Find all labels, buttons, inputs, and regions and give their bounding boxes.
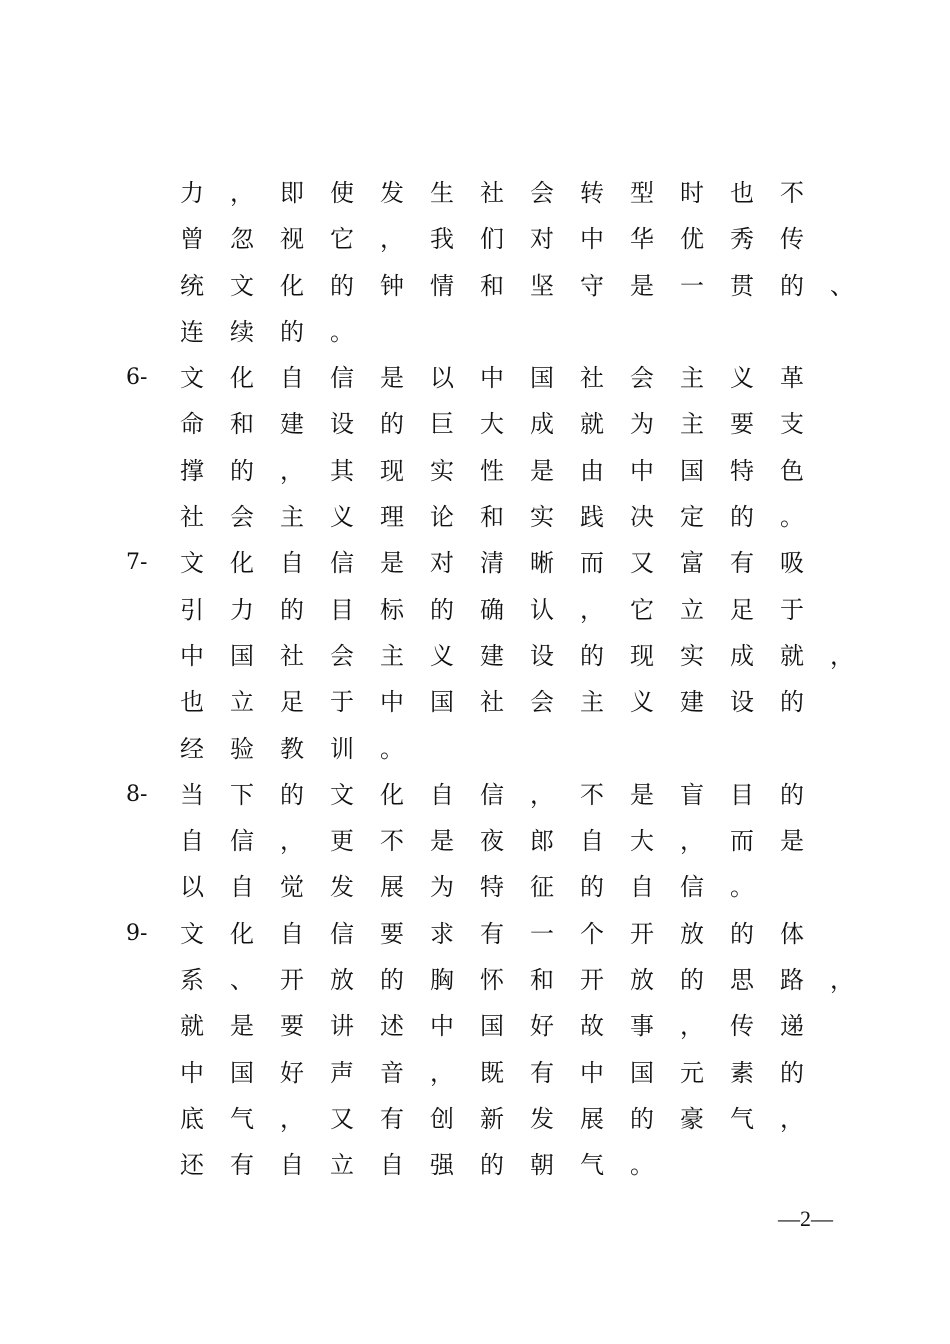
- text-line: [180, 726, 880, 772]
- line-text: 当下的文化自信，不是盲目的: [180, 780, 830, 809]
- line-text: 引力的目标的确认，它立足于: [180, 595, 830, 624]
- text-line: [180, 1003, 880, 1049]
- line-text: 文化自信是以中国社会主义革: [180, 364, 830, 393]
- line-text: 就是要讲述中国好故事，传递: [180, 1012, 830, 1041]
- line-text: 还有自立自强的朝气。: [180, 1151, 680, 1180]
- text-line: [180, 401, 880, 447]
- text-line: [180, 309, 880, 355]
- line-text: 撑的，其现实性是由中国特色: [180, 456, 830, 485]
- line-text: 系、开放的胸怀和开放的思路，: [180, 966, 880, 995]
- text-line: [180, 170, 880, 216]
- text-line: [180, 633, 880, 679]
- item-number: 8-: [126, 781, 148, 807]
- text-line: [126, 911, 880, 957]
- text-line: [180, 1050, 880, 1096]
- line-text: 命和建设的巨大成就为主要支: [180, 410, 830, 439]
- item-number: 6-: [126, 365, 148, 391]
- line-text: 底气，又有创新发展的豪气，: [180, 1104, 830, 1133]
- text-line: [180, 1096, 880, 1142]
- line-text: 以自觉发展为特征的自信。: [180, 873, 780, 902]
- item-number: 7-: [126, 550, 148, 576]
- line-text: 也立足于中国社会主义建设的: [180, 688, 830, 717]
- line-text: 文化自信是对清晰而又富有吸: [180, 549, 830, 578]
- body-text: [126, 170, 880, 1189]
- line-text: 经验教训。: [180, 734, 430, 763]
- page-number: —2—: [778, 1206, 833, 1231]
- text-line: [180, 448, 880, 494]
- line-text: 中国好声音，既有中国元素的: [180, 1058, 830, 1087]
- text-line: [180, 818, 880, 864]
- item-number: 9-: [126, 920, 148, 946]
- text-line: [126, 540, 880, 586]
- text-line: [180, 1142, 880, 1188]
- line-text: 统文化的钟情和坚守是一贯的、: [180, 271, 880, 300]
- text-line: [180, 957, 880, 1003]
- line-text: 自信，更不是夜郎自大，而是: [180, 827, 830, 856]
- line-text: 中国社会主义建设的现实成就，: [180, 641, 880, 670]
- line-text: 曾忽视它，我们对中华优秀传: [180, 225, 830, 254]
- line-text: 社会主义理论和实践决定的。: [180, 503, 830, 532]
- text-line: [180, 494, 880, 540]
- line-text: 连续的。: [180, 317, 380, 346]
- text-line: [126, 772, 880, 818]
- line-text: 文化自信要求有一个开放的体: [180, 919, 830, 948]
- text-line: [126, 355, 880, 401]
- text-line: [180, 263, 880, 309]
- text-line: [180, 587, 880, 633]
- text-line: [180, 679, 880, 725]
- line-text: 力，即使发生社会转型时也不: [180, 179, 830, 207]
- text-line: [180, 864, 880, 910]
- text-line: [180, 216, 880, 262]
